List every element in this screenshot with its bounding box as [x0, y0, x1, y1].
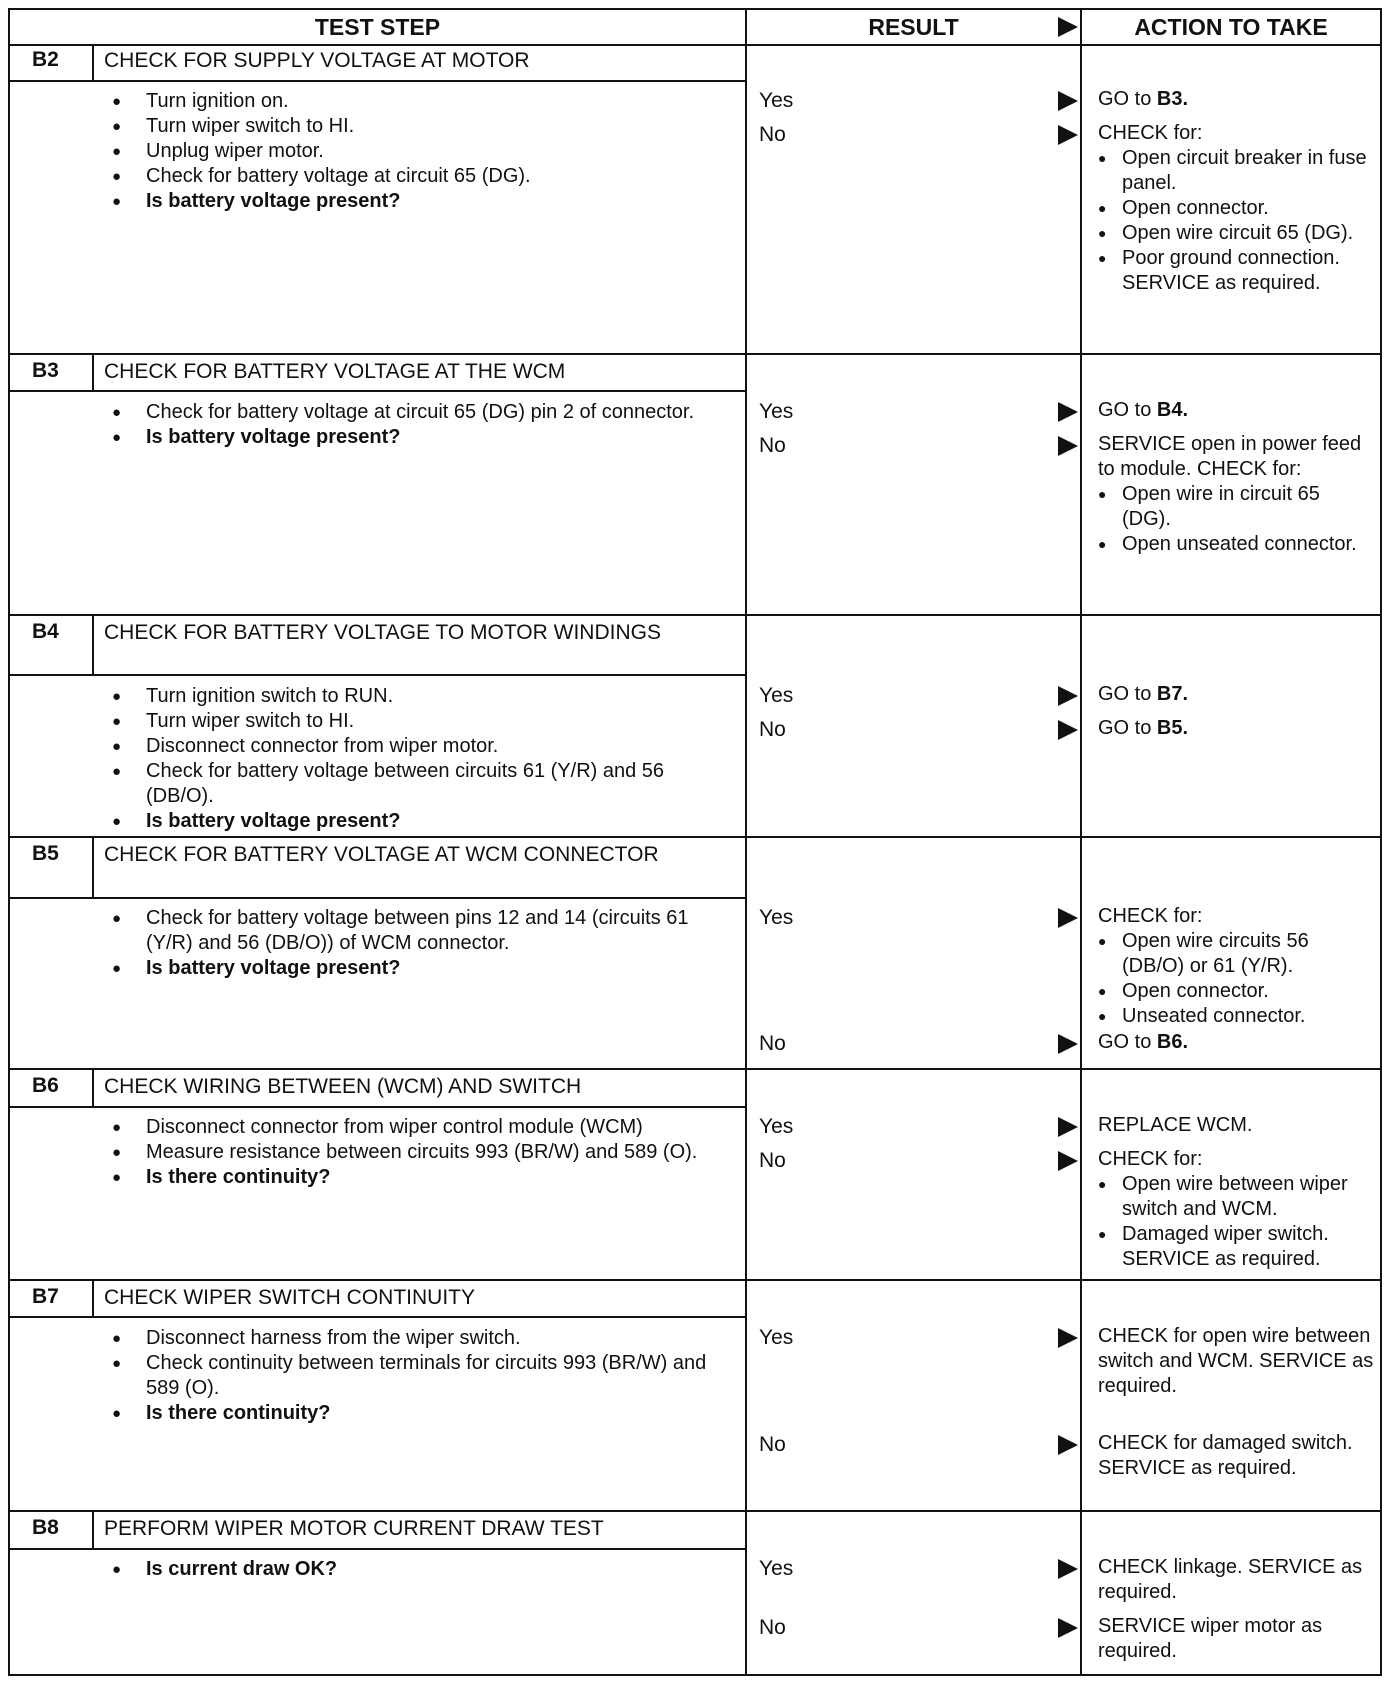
action-text [1098, 904, 1374, 1029]
result-yes [747, 400, 1080, 426]
step-title: CHECK FOR BATTERY VOLTAGE AT WCM CONNECTOR [92, 838, 745, 896]
step-instructions [100, 1326, 735, 1426]
action-instruction: CHECK for: [1098, 122, 1203, 145]
result-label: Yes [759, 399, 794, 423]
action-check-item: ● Open unseated connector. [1098, 532, 1374, 557]
action-instruction: GO to [1098, 682, 1157, 705]
step-block-b3 [8, 355, 1382, 617]
header-result-label: RESULT [868, 13, 959, 40]
step-instructions [100, 89, 735, 214]
step-id: B4 [32, 620, 59, 644]
action-instruction: CHECK for: [1098, 905, 1203, 928]
arrow-right-icon [1058, 720, 1078, 740]
action-step-ref: B4. [1156, 398, 1189, 421]
action-text [1098, 682, 1374, 707]
test-step-cell [10, 44, 747, 353]
result-no [747, 1149, 1080, 1175]
result-cell [747, 1070, 1082, 1279]
step-id: B7 [32, 1284, 59, 1308]
step-title: CHECK WIPER SWITCH CONTINUITY [92, 1281, 745, 1317]
test-step-cell [10, 1512, 747, 1674]
arrow-right-icon [1058, 686, 1078, 706]
result-label: No [759, 1148, 786, 1172]
result-label: Yes [759, 89, 794, 113]
instruction-item: ● Is battery voltage present? [100, 809, 735, 834]
step-block-b8 [8, 1512, 1382, 1676]
action-text [1098, 1113, 1374, 1138]
step-instructions [100, 1557, 735, 1582]
action-instruction: CHECK for open wire between switch and WCM. SERVICE as required. [1098, 1324, 1374, 1397]
step-title: CHECK FOR BATTERY VOLTAGE AT THE WCM [92, 355, 745, 391]
header-action: ACTION TO TAKE [1134, 13, 1328, 40]
arrow-right-icon [1058, 17, 1078, 37]
instruction-item: ● Check for battery voltage between circuits 61 (Y/R) and 56 (DB/O). [100, 759, 735, 809]
step-title: CHECK WIRING BETWEEN (WCM) AND SWITCH [92, 1070, 745, 1106]
result-label: No [759, 1032, 786, 1056]
action-cell [1082, 355, 1380, 615]
step-instructions [100, 1115, 735, 1190]
arrow-right-icon [1058, 1618, 1078, 1638]
instruction-item: ● Check continuity between terminals for circuits 993 (BR/W) and 589 (O). [100, 1351, 735, 1401]
step-block-b7 [8, 1281, 1382, 1513]
action-instruction: CHECK for: [1098, 1147, 1203, 1170]
arrow-right-icon [1058, 1034, 1078, 1054]
step-id: B3 [32, 358, 59, 382]
action-check-item: ● Open wire in circuit 65 (DG). [1098, 482, 1374, 532]
step-block-b5 [8, 838, 1382, 1070]
action-check-item: ● Open wire circuit 65 (DG). [1098, 221, 1374, 246]
step-block-b4 [8, 616, 1382, 838]
instruction-item: ● Disconnect harness from the wiper switch. [100, 1326, 735, 1351]
arrow-right-icon [1058, 1151, 1078, 1171]
action-cell [1082, 1070, 1380, 1279]
action-check-item: ● Damaged wiper switch. SERVICE as required. [1098, 1222, 1374, 1272]
step-block-b6 [8, 1070, 1382, 1281]
action-checklist [1098, 146, 1374, 296]
result-cell [747, 44, 1082, 353]
instruction-item: ● Is there continuity? [100, 1165, 735, 1190]
result-no [747, 1616, 1080, 1642]
result-no [747, 1433, 1080, 1459]
result-no [747, 123, 1080, 149]
action-cell [1082, 1512, 1380, 1674]
result-label: No [759, 433, 786, 457]
action-instruction: GO to [1098, 1031, 1157, 1054]
action-step-ref: B5. [1156, 716, 1189, 739]
result-label: Yes [759, 1325, 794, 1349]
instruction-item: ● Is current draw OK? [100, 1557, 735, 1582]
instruction-item: ● Is there continuity? [100, 1401, 735, 1426]
arrow-right-icon [1058, 125, 1078, 145]
action-instruction: GO to [1098, 716, 1157, 739]
action-check-item: ● Open circuit breaker in fuse panel. [1098, 146, 1374, 196]
result-yes [747, 1557, 1080, 1583]
instruction-item: ● Is battery voltage present? [100, 956, 735, 981]
step-instructions [100, 400, 735, 450]
action-text [1098, 1614, 1374, 1664]
step-id: B2 [32, 48, 59, 71]
instruction-item: ● Check for battery voltage between pins 12 and 14 (circuits 61 (Y/R) and 56 (DB/O)) of WCM connector. [100, 906, 735, 956]
result-cell [747, 1512, 1082, 1674]
result-cell [747, 1281, 1082, 1511]
step-title-bar [10, 1070, 745, 1108]
action-instruction: REPLACE WCM. [1098, 1114, 1253, 1137]
step-title: CHECK FOR BATTERY VOLTAGE TO MOTOR WINDINGS [92, 616, 745, 674]
arrow-right-icon [1058, 402, 1078, 422]
test-step-cell [10, 1281, 747, 1511]
step-id: B5 [32, 842, 59, 866]
arrow-right-icon [1058, 1117, 1078, 1137]
action-instruction: GO to [1098, 398, 1157, 421]
test-step-cell [10, 1070, 747, 1279]
action-step-ref: B3. [1156, 88, 1189, 111]
step-title: CHECK FOR SUPPLY VOLTAGE AT MOTOR [92, 44, 745, 80]
step-instructions [100, 684, 735, 834]
action-check-item: ● Poor ground connection. SERVICE as required. [1098, 246, 1374, 296]
header-result [747, 10, 1082, 44]
result-label: Yes [759, 906, 794, 930]
action-text [1098, 398, 1374, 423]
step-title: PERFORM WIPER MOTOR CURRENT DRAW TEST [92, 1512, 745, 1548]
result-label: No [759, 123, 786, 147]
test-step-cell [10, 616, 747, 836]
step-title-bar [10, 44, 745, 82]
action-checklist [1098, 929, 1374, 1029]
arrow-right-icon [1058, 1435, 1078, 1455]
instruction-item: ● Measure resistance between circuits 993 (BR/W) and 589 (O). [100, 1140, 735, 1165]
action-text [1098, 716, 1374, 741]
instruction-item: ● Disconnect connector from wiper control module (WCM) [100, 1115, 735, 1140]
action-text [1098, 121, 1374, 296]
action-text [1098, 1324, 1374, 1399]
action-instruction: GO to [1098, 88, 1157, 111]
action-text [1098, 1431, 1374, 1481]
arrow-right-icon [1058, 1559, 1078, 1579]
instruction-item: ● Check for battery voltage at circuit 65 (DG) pin 2 of connector. [100, 400, 735, 425]
result-no [747, 1032, 1080, 1058]
result-no [747, 434, 1080, 460]
action-checklist [1098, 1172, 1374, 1272]
action-check-item: ● Open wire circuits 56 (DB/O) or 61 (Y/R). [1098, 929, 1374, 979]
result-label: No [759, 1433, 786, 1457]
step-title-bar [10, 838, 745, 898]
instruction-item: ● Turn wiper switch to HI. [100, 114, 735, 139]
instruction-item: ● Turn ignition on. [100, 89, 735, 114]
step-id: B6 [32, 1073, 59, 1097]
result-yes [747, 89, 1080, 115]
action-step-ref: B7. [1156, 682, 1189, 705]
action-cell [1082, 838, 1380, 1068]
step-id: B8 [32, 1516, 59, 1540]
test-step-cell [10, 838, 747, 1068]
action-instruction: CHECK linkage. SERVICE as required. [1098, 1556, 1363, 1604]
header-test-step: TEST STEP [10, 10, 747, 44]
result-label: No [759, 717, 786, 741]
action-text [1098, 1030, 1374, 1055]
action-cell [1082, 616, 1380, 836]
step-instructions [100, 906, 735, 981]
result-label: Yes [759, 683, 794, 707]
step-title-bar [10, 1281, 745, 1319]
action-check-item: ● Open wire between wiper switch and WCM. [1098, 1172, 1374, 1222]
result-yes [747, 1115, 1080, 1141]
action-cell [1082, 44, 1380, 353]
result-cell [747, 838, 1082, 1068]
action-check-item: ● Open connector. [1098, 196, 1374, 221]
result-yes [747, 684, 1080, 710]
action-checklist [1098, 482, 1374, 557]
result-cell [747, 355, 1082, 615]
action-text [1098, 1555, 1374, 1605]
instruction-item: ● Turn wiper switch to HI. [100, 709, 735, 734]
result-no [747, 718, 1080, 744]
arrow-right-icon [1058, 436, 1078, 456]
action-instruction: CHECK for damaged switch. SERVICE as required. [1098, 1432, 1353, 1480]
arrow-right-icon [1058, 1328, 1078, 1348]
action-step-ref: B6. [1156, 1031, 1189, 1054]
step-title-bar [10, 616, 745, 676]
table-header [8, 8, 1382, 46]
result-label: No [759, 1615, 786, 1639]
instruction-item: ● Turn ignition switch to RUN. [100, 684, 735, 709]
step-title-bar [10, 355, 745, 393]
instruction-item: ● Is battery voltage present? [100, 425, 735, 450]
instruction-item: ● Unplug wiper motor. [100, 139, 735, 164]
action-check-item: ● Unseated connector. [1098, 1004, 1374, 1029]
arrow-right-icon [1058, 908, 1078, 928]
result-label: Yes [759, 1557, 794, 1581]
action-instruction: SERVICE open in power feed to module. CHECK for: [1098, 432, 1362, 480]
action-check-item: ● Open connector. [1098, 979, 1374, 1004]
result-label: Yes [759, 1115, 794, 1139]
step-block-b2 [8, 44, 1382, 355]
result-cell [747, 616, 1082, 836]
action-instruction: SERVICE wiper motor as required. [1098, 1614, 1323, 1662]
result-yes [747, 1326, 1080, 1352]
instruction-item: ● Disconnect connector from wiper motor. [100, 734, 735, 759]
result-yes [747, 906, 1080, 932]
instruction-item: ● Check for battery voltage at circuit 65 (DG). [100, 164, 735, 189]
arrow-right-icon [1058, 91, 1078, 111]
action-text [1098, 87, 1374, 112]
test-step-cell [10, 355, 747, 615]
action-cell [1082, 1281, 1380, 1511]
instruction-item: ● Is battery voltage present? [100, 189, 735, 214]
action-text [1098, 432, 1374, 557]
action-text [1098, 1147, 1374, 1272]
step-title-bar [10, 1512, 745, 1550]
